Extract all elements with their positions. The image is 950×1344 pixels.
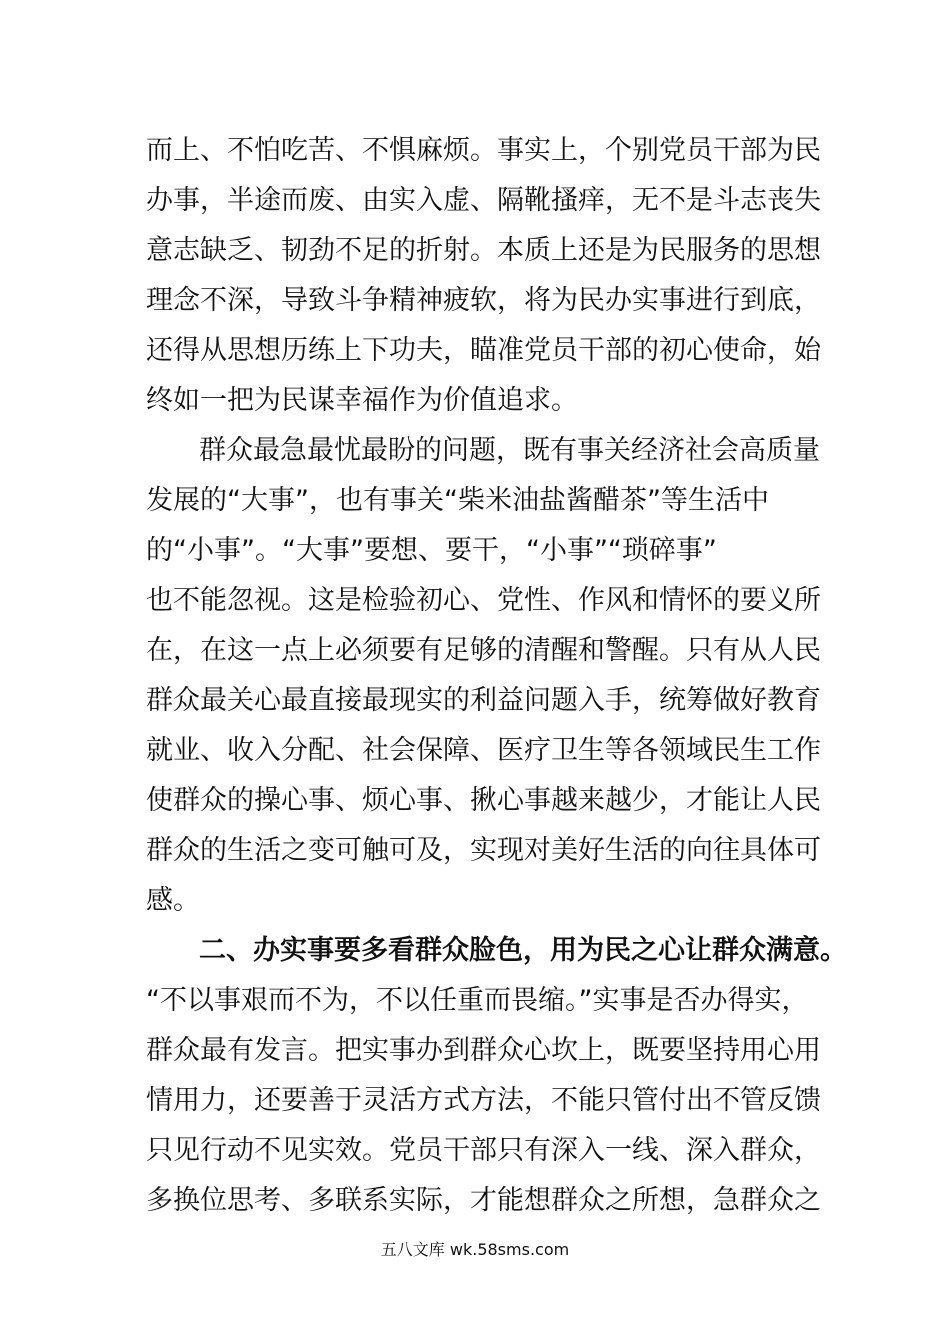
paragraph-line: 感。 [146, 885, 200, 916]
paragraph-line: “不以事艰而不为，不以任重而畏缩。”实事是否办得实， [146, 985, 809, 1016]
paragraph-line: 理念不深，导致斗争精神疲软，将为民办实事进行到底， [146, 285, 821, 316]
paragraph-line: 群众最关心最直接最现实的利益问题入手，统筹做好教育 [146, 685, 821, 716]
paragraph-line: 终如一把为民谋幸福作为价值追求。 [146, 385, 578, 416]
paragraph-line: 群众最有发言。把实事办到群众心坎上，既要坚持用心用 [146, 1035, 821, 1066]
paragraph-line: 办事，半途而废、由实入虚、隔靴搔痒，无不是斗志丧失 [146, 185, 821, 216]
section-heading: 二、办实事要多看群众脸色，用为民之心让群众满意。 [199, 935, 847, 966]
paragraph-line: 只见行动不见实效。党员干部只有深入一线、深入群众， [146, 1135, 821, 1166]
paragraph-first-line: 群众最急最忧最盼的问题，既有事关经济社会高质量 [199, 435, 820, 466]
paragraph-line: 也不能忽视。这是检验初心、党性、作风和情怀的要义所 [146, 585, 821, 616]
footer-watermark: 五八文库 wk.58sms.com [380, 1240, 570, 1259]
paragraph-line: 多换位思考、多联系实际，才能想群众之所想，急群众之 [146, 1185, 821, 1216]
paragraph-line: 的“小事”。“大事”要想、要干，“小事”“琐碎事” [146, 535, 717, 566]
paragraph-line: 情用力，还要善于灵活方式方法，不能只管付出不管反馈 [146, 1085, 821, 1116]
paragraph-line: 在，在这一点上必须要有足够的清醒和警醒。只有从人民 [146, 635, 821, 666]
paragraph-line: 而上、不怕吃苦、不惧麻烦。事实上，个别党员干部为民 [146, 135, 821, 166]
paragraph-line: 意志缺乏、韧劲不足的折射。本质上还是为民服务的思想 [146, 235, 821, 266]
paragraph-line: 群众的生活之变可触可及，实现对美好生活的向往具体可 [146, 835, 821, 866]
paragraph-line: 就业、收入分配、社会保障、医疗卫生等各领域民生工作 [146, 735, 821, 766]
paragraph-line: 发展的“大事”，也有事关“柴米油盐酱醋茶”等生活中 [146, 485, 769, 516]
paragraph-line: 还得从思想历练上下功夫，瞄准党员干部的初心使命，始 [146, 335, 821, 366]
paragraph-line: 使群众的操心事、烦心事、揪心事越来越少，才能让人民 [146, 785, 821, 816]
